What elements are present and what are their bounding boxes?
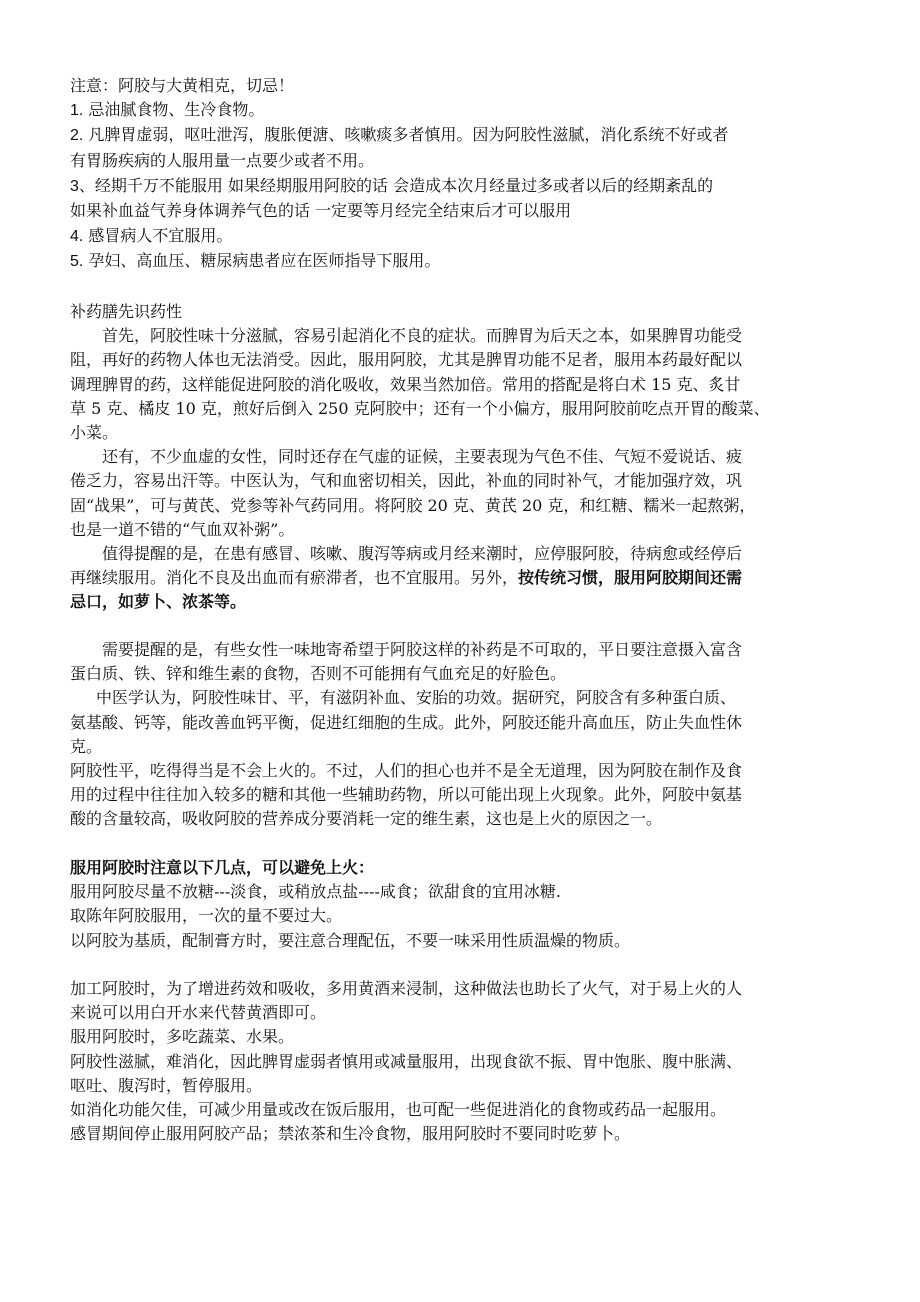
paragraph-line: 中医学认为，阿胶性味甘、平，有滋阴补血、安胎的功效。据研究，阿胶含有多种蛋白质、 <box>96 688 737 708</box>
caution-item: 如果补血益气养身体调养气色的话 一定要等月经完全结束后才可以服用 <box>70 201 572 221</box>
paragraph-line: 酸的含量较高，吸收阿胶的营养成分要消耗一定的维生素，这也是上火的原因之一。 <box>70 809 663 829</box>
tip-line: 取陈年阿胶服用，一次的量不要过大。 <box>70 906 343 926</box>
tip-line: 以阿胶为基质，配制膏方时，要注意合理配伍，不要一味采用性质温燥的物质。 <box>70 930 631 950</box>
tip-line: 如消化功能欠佳，可减少用量或改在饭后服用，也可配一些促进消化的食物或药品一起服用。 <box>70 1100 727 1120</box>
tips-section <box>70 856 860 953</box>
tip-line: 加工阿胶时，为了增进药效和吸收，多用黄酒来浸制，这种做法也助长了火气，对于易上火的人 <box>70 979 743 998</box>
emphasis-text: 忌口，如萝卜、浓茶等。 <box>70 592 247 612</box>
tip-line: 服用阿胶尽量不放糖---淡食，或稍放点盐----咸食；欲甜食的宜用冰糖. <box>70 882 561 902</box>
reminder-section <box>70 638 860 832</box>
tip-line: 呕吐、腹泻时，暂停服用。 <box>70 1075 263 1095</box>
paragraph-line: 调理脾胃的药，这样能促进阿胶的消化吸收，效果当然加倍。常用的搭配是将白术 15 克、炙甘 <box>70 374 741 394</box>
paragraph-line: 还有，不少血虚的女性，同时还存在气虚的证候，主要表现为气色不佳、气短不爱说话、疲 <box>102 447 743 467</box>
paragraph-line: 小菜。 <box>70 423 119 443</box>
tip-line: 来说可以用白开水来代替黄酒即可。 <box>70 1003 327 1023</box>
paragraph-line: 用的过程中往往加入较多的糖和其他一些辅助药物，所以可能出现上火现象。此外，阿胶中氨基 <box>70 785 743 805</box>
tips-heading: 服用阿胶时注意以下几点，可以避免上火： <box>70 858 375 877</box>
tip-line: 服用阿胶时，多吃蔬菜、水果。 <box>70 1027 295 1047</box>
paragraph-line: 草 5 克、橘皮 10 克，煎好后倒入 250 克阿胶中；还有一个小偏方，服用阿胶前吃点开胃的酸菜、 <box>70 398 770 418</box>
emphasis-text: 按传统习惯，服用阿胶期间还需 <box>518 568 743 588</box>
tip-line: 阿胶性滋腻，难消化，因此脾胃虚弱者慎用或减量服用，出现食欲不振、胃中饱胀、腹中胀满、 <box>70 1051 743 1071</box>
caution-item: 1. 忌油腻食物、生冷食物。 <box>70 100 265 120</box>
paragraph-line: 倦乏力，容易出汗等。中医认为，气和血密切相关，因此，补血的同时补气，才能加强疗效，巩 <box>70 471 743 491</box>
paragraph-line: 也是一道不错的“气血双补粥”。 <box>70 519 295 539</box>
caution-item: 4. 感冒病人不宜服用。 <box>70 226 233 246</box>
paragraph-line: 氨基酸、钙等，能改善血钙平衡，促进红细胞的生成。此外，阿胶还能升高血压，防止失血性休 <box>70 712 743 732</box>
paragraph-line: 蛋白质、铁、锌和维生素的食物，否则不可能拥有气血充足的好脸色。 <box>70 664 567 684</box>
paragraph-line: 固“战果”，可与黄芪、党参等补气药同用。将阿胶 20 克、黄芪 20 克，和红糖、糯米一起熬粥， <box>70 495 756 515</box>
paragraph-line: 阿胶性平，吃得得当是不会上火的。不过，人们的担心也并不是全无道理，因为阿胶在制作及食 <box>70 761 743 781</box>
caution-item: 有胃肠疾病的人服用量一点要少或者不用。 <box>70 150 375 170</box>
caution-item: 5. 孕妇、高血压、糖尿病患者应在医师指导下服用。 <box>70 251 441 271</box>
paragraph-line: 需要提醒的是，有些女性一味地寄希望于阿胶这样的补药是不可取的，平日要注意摄入富含 <box>102 640 743 659</box>
caution-item: 2. 凡脾胃虚弱，呕吐泄泻，腹胀便溏、咳嗽痰多者慎用。因为阿胶性滋腻，消化系统不好或者 <box>70 125 729 145</box>
paragraph-line: 值得提醒的是，在患有感冒、咳嗽、腹泻等病或月经来潮时，应停服阿胶，待病愈或经停后 <box>102 544 743 564</box>
paragraph-line: 克。 <box>70 736 103 756</box>
tips-section-continued <box>70 977 860 1146</box>
tip-line: 感冒期间停止服用阿胶产品；禁浓茶和生冷食物，服用阿胶时不要同时吃萝卜。 <box>70 1124 631 1144</box>
paragraph-line: 首先，阿胶性味十分滋腻，容易引起消化不良的症状。而脾胃为后天之本，如果脾胃功能受 <box>102 326 743 346</box>
paragraph-line: 再继续服用。消化不良及出血而有瘀滞者，也不宜服用。另外，按传统习惯，服用阿胶期间还需 <box>70 568 743 588</box>
caution-item: 3、经期千万不能服用 如果经期服用阿胶的话 会造成本次月经量过多或者以后的经期紊乱的 <box>70 175 714 195</box>
tonic-heading: 补药膳先识药性 <box>70 302 183 321</box>
tonic-section <box>70 300 860 615</box>
paragraph-line: 阻，再好的药物人体也无法消受。因此，服用阿胶，尤其是脾胃功能不足者，服用本药最好配以 <box>70 350 743 370</box>
caution-title: 注意：阿胶与大黄相克，切忌！ <box>70 76 295 95</box>
caution-section <box>70 74 860 275</box>
